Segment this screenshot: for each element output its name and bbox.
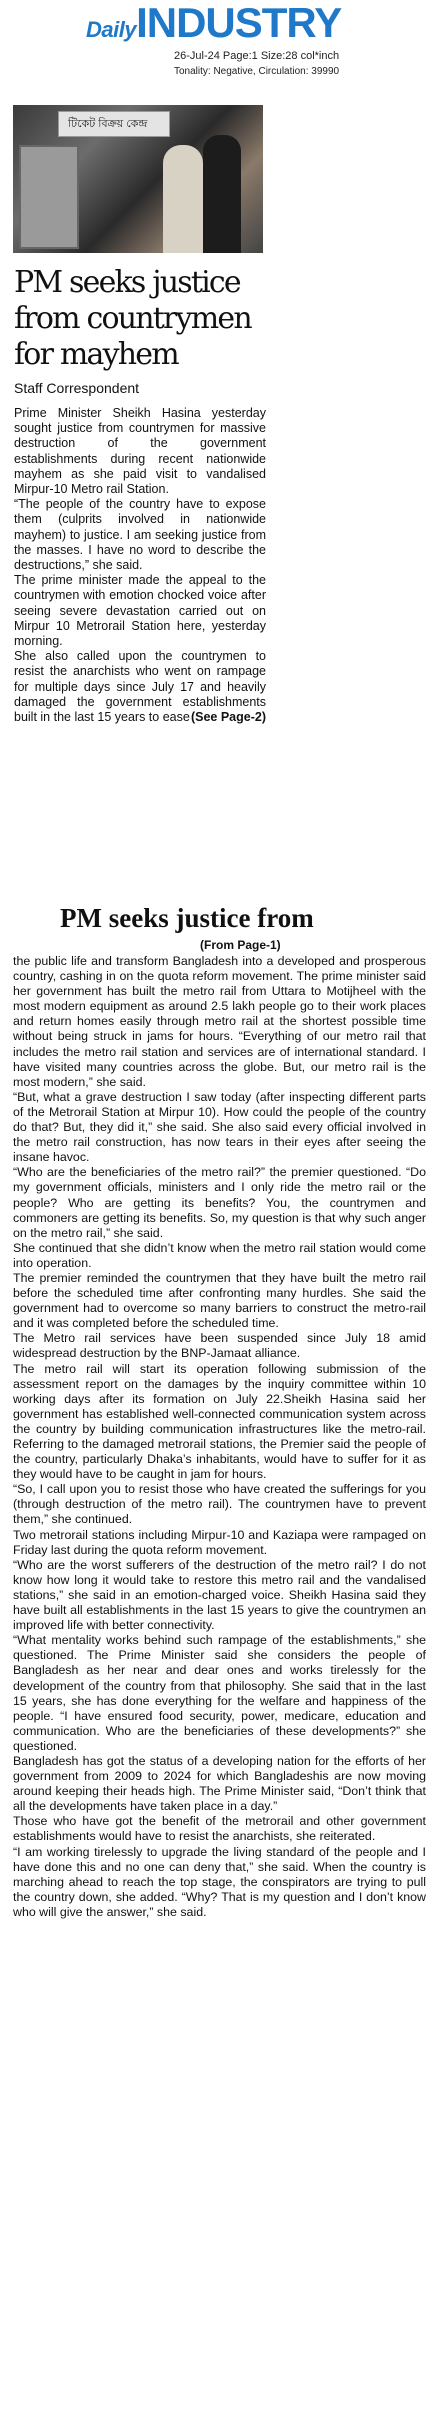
article-front-body — [14, 406, 266, 725]
ticket-machine — [19, 145, 79, 249]
clipping-meta-tonality: Tonality: Negative, Circulation: 39990 — [174, 66, 340, 77]
article-paragraph: “I am working tirelessly to upgrade the living standard of the people and I have done this and no one can deny that,” she said. When the country is marching ahead to reach the top stage, the conspirators are trying to pull the country down, she added. “Why? That is my question and I don’t know who will give the answer,” she said. — [13, 1844, 426, 1919]
person-figure — [203, 135, 241, 253]
logo-industry: INDUSTRY — [136, 0, 342, 46]
news-photo — [13, 105, 263, 253]
article-paragraph: She also called upon the countrymen to resist the anarchists who went on rampage for multiple days since July 17 and heavily damaged the government establishments built in the last 15 years to ease — [14, 649, 266, 725]
article-paragraph: The Metro rail services have been suspended since July 18 amid widespread destruction by the BNP-Jamaat alliance. — [13, 1331, 426, 1361]
article-paragraph: She continued that she didn’t know when the metro rail station would come into operation. — [13, 1240, 426, 1270]
article-byline: Staff Correspondent — [14, 380, 140, 396]
article-paragraph: “What mentality works behind such rampage of the establishments,” she questioned. The Prime Minister said she considers the people of Bangladesh as her near and dear ones and works tirelessly for the development of the country from that philosophy. She said that in the last 15 years, she has done everything for the welfare and happiness of the people. “I have ensured food security, power, medicare, education and communication. Who are the beneficiaries of these developments?” she questioned. — [13, 1633, 426, 1753]
article-headline: PM seeks justice from countrymen for mayhem — [14, 265, 251, 372]
station-sign-text: টিকেট বিক্রয় কেন্দ্র — [68, 118, 148, 130]
logo-daily: Daily — [86, 17, 137, 42]
article-paragraph: “But, what a grave destruction I saw today (after inspecting different parts of the Metrorail Station at Mirpur 10). How could the people of the country do that? But, they did it,” she said. She also said every official involved in the metro rail construction, has now tears in their eyes after seeing the insane havoc. — [13, 1089, 426, 1165]
article-paragraph: Those who have got the benefit of the metrorail and other government establishments would have to resist the anarchists, she reiterated. — [13, 1814, 426, 1844]
article-paragraph: Two metrorail stations including Mirpur-10 and Kaziapa were rampaged on Friday last during the quota reform movement. — [13, 1527, 426, 1557]
article-paragraph: “So, I call upon you to resist those who have created the sufferings for you (through destruction of the metro rail). The countrymen have to prevent them,” she continued. — [13, 1482, 426, 1527]
article-paragraph: the public life and transform Bangladesh into a developed and prosperous country, cashing in on the quota reform movement. The prime minister said her government has built the metro rail from Uttara to Motijheel with the most modern equipment as around 2.5 lakh people go to their work places and return homes easily through metro rail at the shortest possible time without being struck in jams for hours. “Everything of our metro rail that includes the metro rail station and services are of international standard. I have visited many countries across the globe. But, our metro rail is the most modern,” she said. — [13, 954, 426, 1089]
newspaper-logo — [86, 2, 341, 44]
article-paragraph-last — [14, 649, 266, 725]
article-continued-body — [13, 954, 426, 1920]
from-page-label: (From Page-1) — [200, 938, 281, 952]
article-paragraph: “Who are the beneficiaries of the metro rail?” the premier questioned. “Do my government officials, ministers and I only ride the metro rail or the people? Who are getting its benefits? You, the countrymen and commoners are getting its benefits. So, my question is that why such anger on the metro rail,” she said. — [13, 1165, 426, 1240]
article-paragraph: The metro rail will start its operation following submission of the assessment report on the damages by the inquiry committee within 10 working days after its formation on July 22.Sheikh Hasina said her government has established well-connected communication system across the country by building communication infrastructures like the metro-rail. Referring to the damaged metrorail stations, the Premier said the people of the country, particularly Dhaka’s inhabitants, would have to suffer for it as they would have to be caught in jam for hours. — [13, 1361, 426, 1482]
article-paragraph: “The people of the country have to expose them (culprits involved in nationwide mayhem) to justice. I am seeking justice from the masses. I have no word to describe the destructions,” she said. — [14, 497, 266, 573]
article-paragraph: “Who are the worst sufferers of the destruction of the metro rail? I do not know how long it would take to restore this metro rail and the vandalised stations,” she said in an emotion-charged voice. Sheikh Hasina said they have built all establishments in the last 15 years to give the countrymen an improved life with better connectivity. — [13, 1557, 426, 1633]
article-paragraph: Bangladesh has got the status of a developing nation for the efforts of her government from 2009 to 2024 for which Bangladeshis are now moving around keeping their heads high. The Prime Minister said, “Don’t think that all the developments have taken place in a day.” — [13, 1753, 426, 1814]
continued-headline: PM seeks justice from — [60, 903, 314, 933]
see-page-link: (See Page-2) — [190, 710, 266, 725]
article-paragraph: The premier reminded the countrymen that they have built the metro rail before the scheduled time after confronting many hurdles. She said the government had to overcome so many barriers to construct the metro-rail and it was completed before the scheduled time. — [13, 1270, 426, 1331]
clipping-meta-date: 26-Jul-24 Page:1 Size:28 col*inch — [174, 50, 340, 62]
person-figure — [163, 145, 203, 253]
article-paragraph: Prime Minister Sheikh Hasina yesterday sought justice from countrymen for massive destruction of the government establishments during recent nationwide mayhem as she paid visit to vandalised Mirpur-10 Metro rail Station. — [14, 406, 266, 497]
article-paragraph: The prime minister made the appeal to the countrymen with emotion chocked voice after seeing severe devastation carried out on Mirpur 10 Metrorail Station here, yesterday morning. — [14, 573, 266, 649]
masthead — [0, 0, 439, 96]
